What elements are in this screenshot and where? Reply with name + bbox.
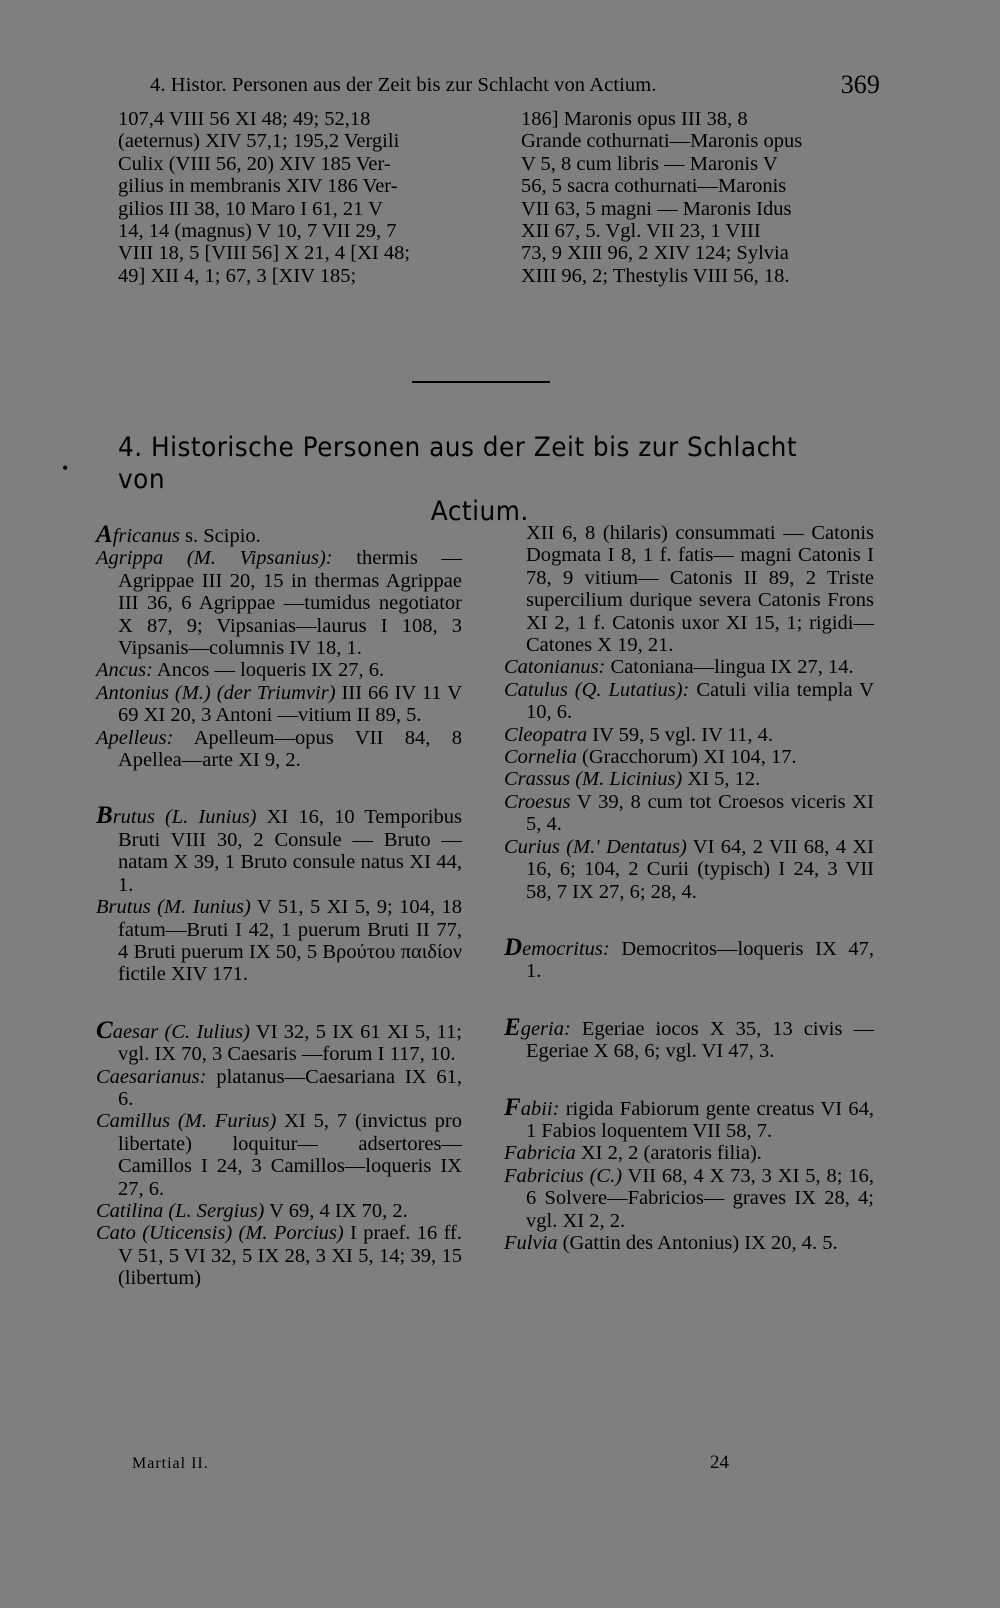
footer-sheet-number: 24	[710, 1452, 729, 1473]
entry-text: Catuli vilia templa V 10, 6.	[526, 678, 874, 724]
index-entry	[504, 679, 874, 724]
entry-name: Catilina (L. Sergius)	[96, 1199, 265, 1222]
entry-text: I praef. 16 ff. V 51, 5 VI 32, 5 IX 28, 3 XI 5, 14; 39, 15 (libertum)	[118, 1222, 463, 1290]
index-entry	[96, 521, 462, 548]
entry-text: VI 64, 2 VII 68, 4 XI 16, 6; 104, 2 Curii (typisch) I 24, 3 VII 58, 7 IX 27, 6; 28, 4.	[526, 835, 874, 903]
entry-name: Crassus (M. Licinius)	[504, 768, 683, 791]
entry-name: Agrippa (M. Vipsanius):	[96, 547, 333, 570]
text-line: (aeternus) XIV 57,1; 195,2 Vergili	[118, 130, 400, 153]
entry-text: (Gracchorum) XI 104, 17.	[576, 746, 797, 769]
entry-name: Fulvia	[504, 1231, 558, 1254]
entry-name: Cleopatra	[504, 723, 588, 746]
index-entry	[96, 1110, 462, 1200]
entry-text: V 51, 5 XI 5, 9; 104, 18 fatum—Bruti I 42, 1 puerum Bruti II 77, 4 Bruti puerum IX 50, 5 Βρούτου παιδίον fictile XIV 171.	[118, 896, 463, 986]
entry-name: fricanus	[112, 525, 180, 547]
index-entry	[96, 727, 462, 772]
entry-name: Fabricia	[504, 1142, 576, 1165]
index-entry	[504, 1165, 874, 1232]
entry-name: Cato (Uticensis) (M. Porcius)	[96, 1222, 344, 1245]
index-entry	[96, 659, 462, 681]
index-left-column	[96, 521, 463, 1290]
index-entry	[504, 746, 874, 768]
entry-text: XI 16, 10 Temporibus Bruti VIII 30, 2 Consule — Bruto — natam X 39, 1 Bruto consule natus XI 44, 1.	[118, 806, 462, 896]
initial-letter: A	[96, 521, 113, 548]
entry-text: s. Scipio.	[179, 525, 261, 547]
index-entry	[504, 791, 874, 836]
index-entry	[96, 547, 462, 659]
entry-name: Cornelia	[504, 746, 577, 769]
entry-text: XI 5, 7 (invictus pro libertate) loquitur— adsertores—Camillos I 24, 3 Camillos—loqueris IX 27, 6.	[118, 1110, 462, 1200]
text-line: XII 67, 5. Vgl. VII 23, 1 VIII	[521, 220, 761, 243]
entry-name: geria:	[520, 1017, 571, 1040]
entry-text: thermis —Agrippae III 20, 15 in thermas Agrippae III 36, 6 Agrippae —tumidus negotiator X 87, 9; Vipsanias—laurus I 108, 3 Vipsanis—columnis IV 18, 1.	[118, 547, 462, 660]
entry-name: rutus (L. Iunius)	[112, 806, 257, 829]
index-entry	[504, 768, 874, 790]
section-heading-line2: Actium.	[430, 496, 529, 527]
entry-name: aesar (C. Iulius)	[112, 1020, 250, 1043]
text-line: V 5, 8 cum libris — Maronis V	[521, 152, 778, 175]
text-line: 49] XII 4, 1; 67, 3 [XIV 185;	[118, 264, 357, 287]
entry-continuation: XII 6, 8 (hilaris) consummati — Catonis Dogmata I 8, 1 f. fatis— magni Catonis I 78, 9 vitium— Catonis II 89, 2 Triste supercilium durique severa Catonis Frons XI 2, 1 f. Catonis uxor XI 15, 1; rigidi—Catones X 19, 21.	[526, 522, 874, 657]
index-entry	[504, 836, 874, 903]
text-line: 107,4 VIII 56 XI 48; 49; 52,18	[118, 108, 371, 130]
section-heading-line1: 4. Historische Personen aus der Zeit bis zur Schlacht von	[118, 432, 798, 495]
entry-text: XI 2, 2 (aratoris filia).	[575, 1142, 762, 1165]
entry-text: Apelleum—opus VII 84, 8 Apellea—arte XI 9, 2.	[118, 726, 462, 772]
index-entry	[504, 1013, 874, 1063]
index-entry	[96, 1222, 462, 1289]
initial-letter: E	[504, 1013, 521, 1041]
index-entry	[96, 1016, 462, 1066]
entry-name: Catulus (Q. Lutatius):	[504, 678, 690, 701]
text-line: VIII 18, 5 [VIII 56] X 21, 4 [XI 48;	[118, 242, 411, 265]
entry-text: Catoniana—lingua IX 27, 14.	[605, 656, 854, 679]
entry-text: Ancos — loqueris IX 27, 6.	[152, 659, 385, 682]
entry-text: Democritos—loqueris IX 47, 1.	[526, 937, 874, 983]
entry-text: V 69, 4 IX 70, 2.	[264, 1199, 408, 1222]
index-right-column	[504, 522, 874, 1254]
text-line: Grande cothurnati—Maronis opus	[521, 130, 803, 153]
entry-text: rigida Fabiorum gente creatus VI 64, 1 Fabios loquentem VII 58, 7.	[526, 1097, 874, 1142]
entry-text: VII 68, 4 X 73, 3 XI 5, 8; 16, 6 Solvere—Fabricios— graves IX 28, 4; vgl. XI 2, 2.	[526, 1164, 875, 1232]
index-entry	[96, 896, 462, 986]
entry-name: emocritus:	[522, 937, 610, 960]
entry-text: III 66 IV 11 V 69 XI 20, 3 Antoni —vitium II 89, 5.	[118, 681, 462, 727]
top-right-column	[521, 108, 873, 287]
section-heading	[118, 432, 799, 528]
index-entry	[96, 1066, 462, 1111]
entry-name: Brutus (M. Iunius)	[96, 896, 251, 919]
initial-letter: C	[96, 1016, 113, 1044]
index-entry	[96, 802, 462, 896]
index-entry	[96, 1200, 462, 1222]
index-entry	[96, 682, 462, 727]
entry-name: Camillus (M. Furius)	[96, 1110, 277, 1133]
entry-name: Apelleus:	[96, 726, 174, 749]
entry-name: abii:	[520, 1097, 560, 1120]
entry-name: Caesarianus:	[96, 1065, 207, 1088]
section-rule	[412, 381, 550, 383]
entry-name: Antonius (M.) (der Triumvir)	[96, 681, 336, 704]
running-head-text: 4. Histor. Personen aus der Zeit bis zur Schlacht von Actium.	[150, 74, 657, 96]
text-line: VII 63, 5 magni — Maronis Idus	[521, 197, 792, 220]
entry-name: Croesus	[504, 790, 571, 813]
entry-text: platanus—Caesariana IX 61, 6.	[118, 1065, 462, 1110]
text-line: 186] Maronis opus III 38, 8	[521, 108, 748, 130]
entry-text: V 39, 8 cum tot Croesos viceris XI 5, 4.	[526, 790, 874, 836]
text-line: gilius in membranis XIV 186 Ver-	[118, 175, 398, 198]
index-entry	[504, 933, 874, 983]
index-entry	[504, 1142, 874, 1164]
index-entry	[504, 724, 874, 746]
text-line: Culix (VIII 56, 20) XIV 185 Ver-	[118, 152, 391, 175]
entry-name: Fabricius (C.)	[504, 1164, 623, 1187]
initial-letter: F	[504, 1093, 521, 1121]
text-line: gilios III 38, 10 Maro I 61, 21 V	[118, 197, 383, 220]
text-line: XIII 96, 2; Thestylis VIII 56, 18.	[521, 264, 790, 287]
entry-text: IV 59, 5 vgl. IV 11, 4.	[587, 723, 773, 746]
index-entry	[504, 1232, 874, 1254]
top-left-column	[118, 108, 460, 287]
entry-text: (Gattin des Antonius) IX 20, 4. 5.	[557, 1231, 838, 1254]
index-entry	[504, 656, 874, 678]
initial-letter: B	[96, 802, 113, 830]
initial-letter: D	[504, 933, 523, 961]
entry-name: Curius (M.' Dentatus)	[504, 835, 687, 858]
entry-text: XI 5, 12.	[682, 768, 761, 791]
running-head	[150, 70, 880, 108]
text-line: 56, 5 sacra cothurnati—Maronis	[521, 175, 787, 198]
entry-text: Egeriae iocos X 35, 13 civis — Egeriae X 68, 6; vgl. VI 47, 3.	[526, 1017, 874, 1063]
margin-mark: •	[62, 458, 69, 478]
entry-name: Ancus:	[96, 659, 153, 682]
text-line: 73, 9 XIII 96, 2 XIV 124; Sylvia	[521, 242, 789, 265]
index-entry	[504, 1093, 874, 1143]
page-number: 369	[840, 70, 880, 99]
entry-name: Catonianus:	[504, 656, 606, 679]
text-line: 14, 14 (magnus) V 10, 7 VII 29, 7	[118, 220, 397, 243]
footer-signature: Martial II.	[132, 1455, 209, 1472]
entry-text: VI 32, 5 IX 61 XI 5, 11; vgl. IX 70, 3 Caesaris —forum I 117, 10.	[118, 1020, 462, 1066]
